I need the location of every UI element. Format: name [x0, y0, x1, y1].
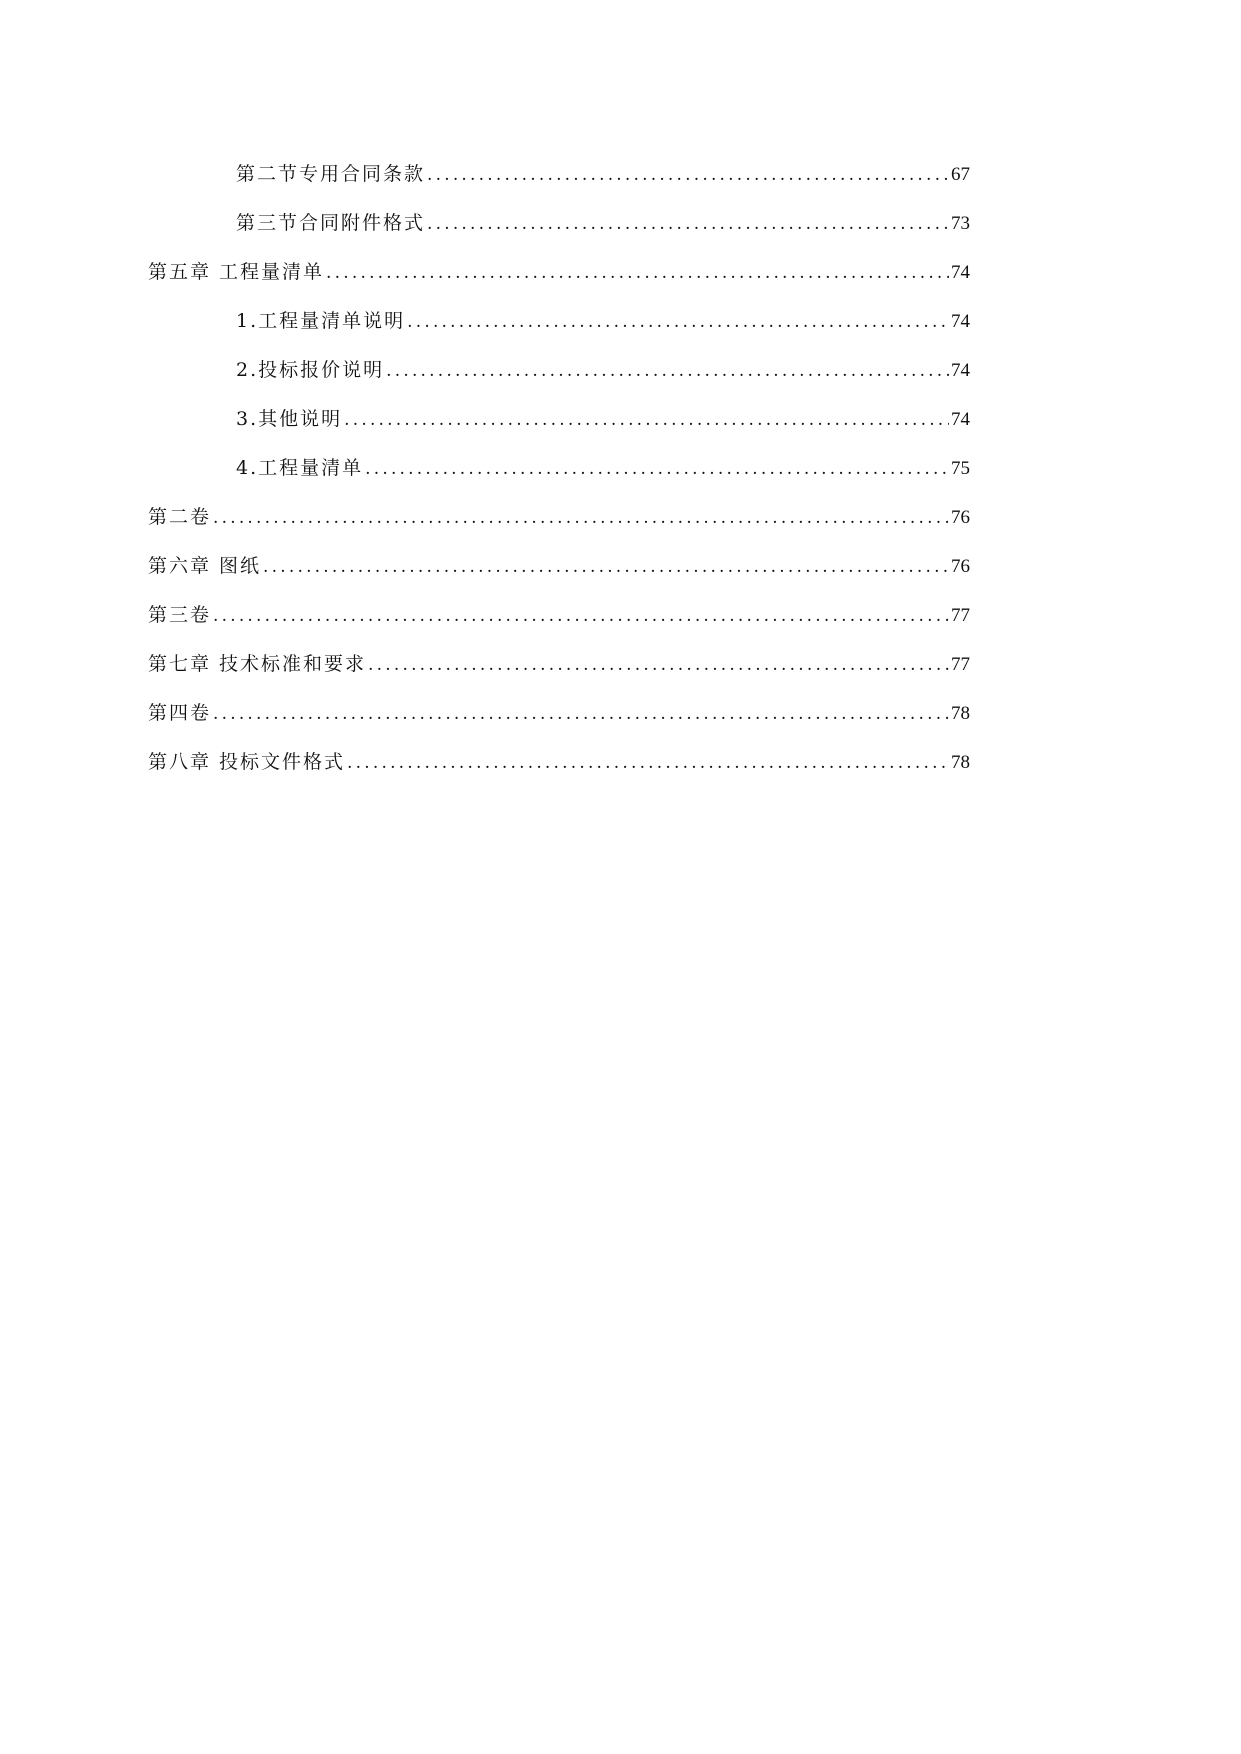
toc-entry-label: 第四卷	[148, 702, 212, 724]
toc-entry-label: 第八章 投标文件格式	[148, 751, 346, 773]
toc-entry-label: 第六章 图纸	[148, 555, 262, 577]
toc-entry-label: 第七章 技术标准和要求	[148, 653, 367, 675]
toc-page-number: 77	[951, 654, 970, 675]
toc-entry[interactable]	[148, 346, 970, 395]
toc-entry-label: 第二节专用合同条款	[236, 163, 426, 185]
toc-entry-label: 第三卷	[148, 604, 212, 626]
toc-page-number: 74	[951, 311, 970, 332]
table-of-contents	[148, 150, 970, 787]
toc-entry-label: 2.投标报价说明	[236, 359, 385, 381]
toc-entry[interactable]	[148, 542, 970, 591]
toc-page-number: 78	[951, 703, 970, 724]
toc-entry-label: 第二卷	[148, 506, 212, 528]
toc-dot-leader	[365, 445, 949, 494]
toc-entry[interactable]	[148, 689, 970, 738]
toc-entry[interactable]	[148, 150, 970, 199]
toc-dot-leader	[407, 298, 949, 347]
toc-entry-label: 第五章 工程量清单	[148, 261, 325, 283]
toc-page-number: 74	[951, 262, 970, 283]
toc-dot-leader	[344, 396, 949, 445]
toc-page-number: 78	[951, 752, 970, 773]
toc-entry[interactable]	[148, 444, 970, 493]
toc-dot-leader	[213, 494, 949, 543]
toc-entry[interactable]	[148, 395, 970, 444]
toc-page-number: 76	[951, 556, 970, 577]
toc-entry-label: 第三节合同附件格式	[236, 212, 426, 234]
toc-entry[interactable]	[148, 640, 970, 689]
toc-page-number: 76	[951, 507, 970, 528]
toc-dot-leader	[263, 543, 949, 592]
toc-page-number: 77	[951, 605, 970, 626]
toc-page-number: 75	[951, 458, 970, 479]
toc-page-number: 74	[951, 360, 970, 381]
toc-entry[interactable]	[148, 248, 970, 297]
toc-dot-leader	[427, 200, 949, 249]
toc-entry[interactable]	[148, 591, 970, 640]
toc-entry-label: 1.工程量清单说明	[236, 310, 406, 332]
toc-entry[interactable]	[148, 199, 970, 248]
toc-entry[interactable]	[148, 297, 970, 346]
toc-page-number: 67	[951, 164, 970, 185]
toc-dot-leader	[326, 249, 949, 298]
toc-page-number: 74	[951, 409, 970, 430]
toc-dot-leader	[386, 347, 949, 396]
toc-entry[interactable]	[148, 493, 970, 542]
toc-dot-leader	[427, 151, 949, 200]
toc-entry-label: 4.工程量清单	[236, 457, 364, 479]
toc-dot-leader	[213, 592, 949, 641]
toc-page-number: 73	[951, 213, 970, 234]
toc-entry-label: 3.其他说明	[236, 408, 343, 430]
toc-entry[interactable]	[148, 738, 970, 787]
toc-dot-leader	[213, 690, 949, 739]
toc-dot-leader	[368, 641, 949, 690]
toc-dot-leader	[347, 739, 949, 788]
